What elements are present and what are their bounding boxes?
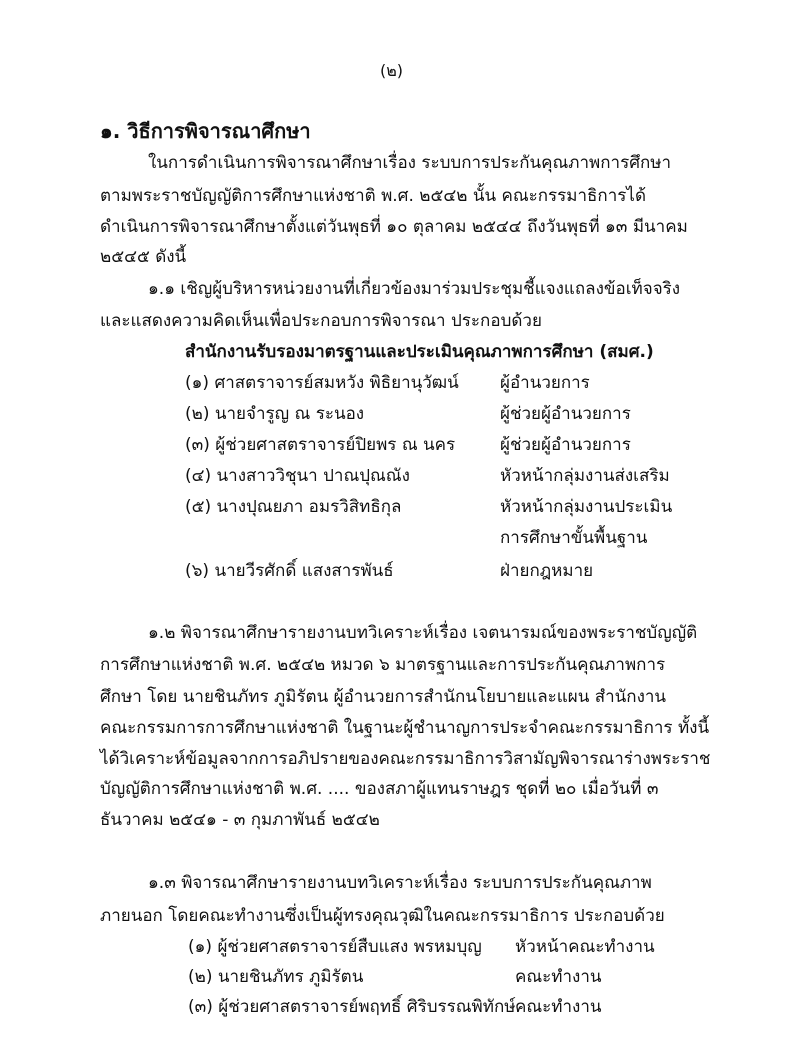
item-1-1-line: ๑.๑ เชิญผู้บริหารหน่วยงานที่เกี่ยวข้องมาร่วมประชุมชี้แจงแถลงข้อเท็จจริง (148, 279, 681, 299)
member-role: ฝ่ายกฎหมาย (500, 561, 594, 581)
item-1-3-line: ภายนอก โดยคณะทำงานซึ่งเป็นผู้ทรงคุณวุฒิในคณะกรรมาธิการ ประกอบด้วย (100, 906, 665, 926)
member-name: (๒) นายชินภัทร ภูมิรัตน (188, 967, 364, 987)
member-role: คณะทำงาน (515, 997, 602, 1017)
member-name: (๖) นายวีรศักดิ์ แสงสารพันธ์ (185, 561, 394, 581)
item-1-2-line: ได้วิเคราะห์ข้อมูลจากการอภิปรายของคณะกรรมาธิการวิสามัญพิจารณาร่างพระราช (100, 749, 711, 769)
member-role-continued: การศึกษาขั้นพื้นฐาน (500, 528, 648, 548)
member-role: ผู้อำนวยการ (500, 373, 590, 393)
member-role: คณะทำงาน (515, 967, 602, 987)
member-name: (๕) นางปุณยภา อมรวิสิทธิกุล (185, 497, 402, 517)
member-role: หัวหน้ากลุ่มงานประเมิน (500, 497, 673, 517)
item-1-3-line: ๑.๓ พิจารณาศึกษารายงานบทวิเคราะห์เรื่อง ระบบการประกันคุณภาพ (148, 873, 652, 893)
member-role: หัวหน้ากลุ่มงานส่งเสริม (500, 466, 670, 486)
member-name: (๑) ศาสตราจารย์สมหวัง พิธิยานุวัฒน์ (185, 373, 459, 393)
intro-line: ตามพระราชบัญญัติการศึกษาแห่งชาติ พ.ศ. ๒๕๔๒ นั้น คณะกรรมาธิการได้ (100, 186, 646, 206)
item-1-2-line: การศึกษาแห่งชาติ พ.ศ. ๒๕๔๒ หมวด ๖ มาตรฐานและการประกันคุณภาพการ (100, 655, 666, 675)
org-heading: สำนักงานรับรองมาตรฐานและประเมินคุณภาพการศึกษา (สมศ.) (185, 342, 654, 362)
intro-line: ดำเนินการพิจารณาศึกษาตั้งแต่วันพุธที่ ๑๐ ตุลาคม ๒๕๔๔ ถึงวันพุธที่ ๑๓ มีนาคม (100, 217, 688, 237)
member-role: หัวหน้าคณะทำงาน (515, 937, 655, 957)
intro-line: ในการดำเนินการพิจารณาศึกษาเรื่อง ระบบการประกันคุณภาพการศึกษา (148, 153, 672, 173)
member-name: (๓) ผู้ช่วยศาสตราจารย์ปิยพร ณ นคร (185, 435, 456, 455)
member-name: (๓) ผู้ช่วยศาสตราจารย์พฤทธิ์ ศิริบรรณพิทักษ์ (188, 997, 516, 1017)
item-1-2-line: ธันวาคม ๒๕๔๑ - ๓ กุมภาพันธ์ ๒๕๔๒ (100, 810, 380, 830)
item-1-2-line: บัญญัติการศึกษาแห่งชาติ พ.ศ. .... ของสภาผู้แทนราษฎร ชุดที่ ๒๐ เมื่อวันที่ ๓ (100, 779, 659, 799)
item-1-2-line: ๑.๒ พิจารณาศึกษารายงานบทวิเคราะห์เรื่อง เจตนารมณ์ของพระราชบัญญัติ (148, 623, 698, 643)
member-role: ผู้ช่วยผู้อำนวยการ (500, 435, 631, 455)
page-number: (๒) (380, 61, 404, 80)
member-name: (๔) นางสาววิชุนา ปาณปุณณัง (185, 466, 410, 486)
item-1-1-line: และแสดงความคิดเห็นเพื่อประกอบการพิจารณา ประกอบด้วย (100, 311, 542, 331)
intro-line: ๒๕๔๕ ดังนี้ (100, 247, 187, 267)
section-title: ๑. วิธีการพิจารณาศึกษา (100, 119, 311, 143)
member-name: (๑) ผู้ช่วยศาสตราจารย์สืบแสง พรหมบุญ (188, 937, 482, 957)
member-role: ผู้ช่วยผู้อำนวยการ (500, 404, 631, 424)
item-1-2-line: ศึกษา โดย นายชินภัทร ภูมิรัตน ผู้อำนวยการสำนักนโยบายและแผน สำนักงาน (100, 687, 667, 707)
member-name: (๒) นายจำรูญ ณ ระนอง (185, 404, 365, 424)
item-1-2-line: คณะกรรมการการศึกษาแห่งชาติ ในฐานะผู้ชำนาญการประจำคณะกรรมาธิการ ทั้งนี้ (100, 718, 710, 738)
